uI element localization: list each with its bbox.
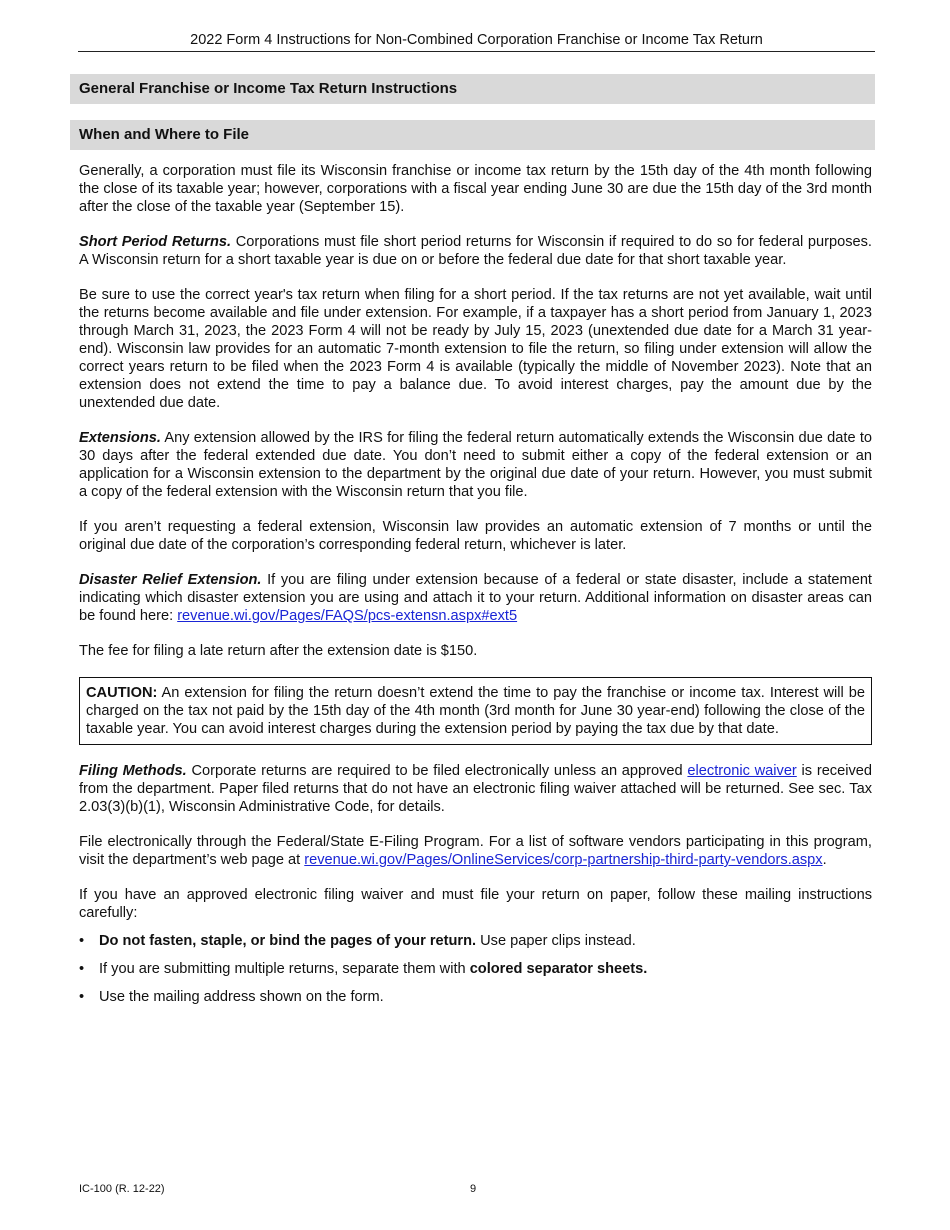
mailing-instructions-list [79, 932, 872, 1006]
paragraph-correct-year: Be sure to use the correct year's tax return when filing for a short period. If the tax returns are not yet available, wait until the returns become available and file under extension. For example, if a taxpayer has a short period from January 1, 2023 through March 31, 2023, the 2023 Form 4 will not be ready by July 15, 2023 (unextended due date for a March 31 year-end). Wisconsin law provides for an automatic 7-month extension to file the return, so filing under extension will allow the correct years return to be filed when the 2023 Form 4 is available (typically the middle of November 2023). Note that an extension does not extend the time to pay a balance due. To avoid interest charges, pay the amount due by the unextended due date. [79, 287, 872, 411]
bullet-icon: • [79, 961, 85, 977]
paragraph-generally: Generally, a corporation must file its Wisconsin franchise or income tax return by the 15th day of the 4th month following the close of its taxable year; however, corporations with a fiscal year ending June 30 are due the 15th day of the 3rd month after the close of the taxable year (September 15). [79, 163, 872, 215]
paragraph-late-fee: The fee for filing a late return after the extension date is $150. [79, 643, 478, 659]
paragraph-short-period [79, 233, 872, 269]
footer-page-number: 9 [470, 1183, 477, 1195]
list-item [79, 932, 872, 950]
filing-methods-heading: Filing Methods. [79, 763, 187, 779]
caution-label: CAUTION: [86, 685, 158, 701]
paragraph-no-federal-extension: If you aren’t requesting a federal extension, Wisconsin law provides an automatic extension of 7 months or until the original due date of the corporation’s corresponding federal return, whichever is later. [79, 519, 872, 553]
caution-box [79, 677, 872, 745]
list-item [79, 960, 872, 978]
efile-text: File electronically through the Federal/State E-Filing Program. For a list of software vendors participating in this program, visit the department’s web page at [79, 834, 872, 868]
bullet-1-text: Use paper clips instead. [476, 933, 636, 949]
list-item [79, 988, 872, 1006]
bullet-2-text: If you are submitting multiple returns, separate them with [99, 961, 470, 977]
efile-end: . [822, 852, 827, 868]
electronic-waiver-link[interactable]: electronic waiver [687, 763, 797, 779]
caution-text: An extension for filing the return doesn’t extend the time to pay the franchise or income tax. Interest will be charged on the tax not paid by the 15th day of the 4th month (3rd month for June 30 year-end) following the close of the taxable year. You can avoid interest charges during the extension period by paying the tax due by that date. [86, 685, 865, 737]
paragraph-efile [79, 833, 872, 869]
paragraph-disaster-relief [79, 571, 872, 625]
section-heading-general: General Franchise or Income Tax Return Instructions [70, 74, 875, 104]
footer-form-id: IC-100 (R. 12-22) [79, 1183, 165, 1195]
short-period-heading: Short Period Returns. [79, 234, 232, 250]
paragraph-filing-methods [79, 762, 872, 816]
bullet-1-bold: Do not fasten, staple, or bind the pages of your return. [99, 933, 477, 949]
disaster-text: If you are filing under extension because of a federal or state disaster, include a statement indicating which disaster extension you are using and attach it to your return. Additional information on disaster areas can be found here: [79, 572, 872, 624]
extensions-heading: Extensions. [79, 430, 161, 446]
paragraph-extensions [79, 429, 872, 501]
extensions-text: Any extension allowed by the IRS for filing the federal return automatically extends the Wisconsin due date to 30 days after the federal extended due date. You don’t need to submit either a copy of the federal extension or an application for a Wisconsin extension to the department by the original due date of your return. However, you must submit a copy of the federal extension with the Wisconsin return that you file. [79, 430, 872, 500]
disaster-relief-link[interactable]: revenue.wi.gov/Pages/FAQS/pcs-extensn.aspx#ext5 [177, 608, 518, 624]
filing-methods-text-1: Corporate returns are required to be filed electronically unless an approved [186, 763, 688, 779]
filing-methods-text-2: is received from the department. Paper filed returns that do not have an electronic filing waiver attached will be returned. See sec. Tax 2.03(3)(b)(1), Wisconsin Administrative Code, for details. [79, 763, 872, 815]
bullet-icon: • [79, 933, 85, 949]
disaster-heading: Disaster Relief Extension. [79, 572, 262, 588]
running-header: 2022 Form 4 Instructions for Non-Combined Corporation Franchise or Income Tax Return [78, 32, 875, 52]
bullet-3-text: Use the mailing address shown on the form. [99, 989, 384, 1005]
bullet-icon: • [79, 989, 85, 1005]
bullet-2-bold: colored separator sheets. [469, 961, 648, 977]
paragraph-paper-intro: If you have an approved electronic filing waiver and must file your return on paper, follow these mailing instructions carefully: [79, 887, 872, 921]
section-heading-when-where: When and Where to File [70, 120, 875, 150]
main-content [79, 162, 872, 1016]
software-vendors-link[interactable]: revenue.wi.gov/Pages/OnlineServices/corp-partnership-third-party-vendors.aspx [304, 852, 823, 868]
short-period-text: Corporations must file short period returns for Wisconsin if required to do so for federal purposes. A Wisconsin return for a short taxable year is due on or before the federal due date for that short taxable year. [79, 234, 872, 268]
